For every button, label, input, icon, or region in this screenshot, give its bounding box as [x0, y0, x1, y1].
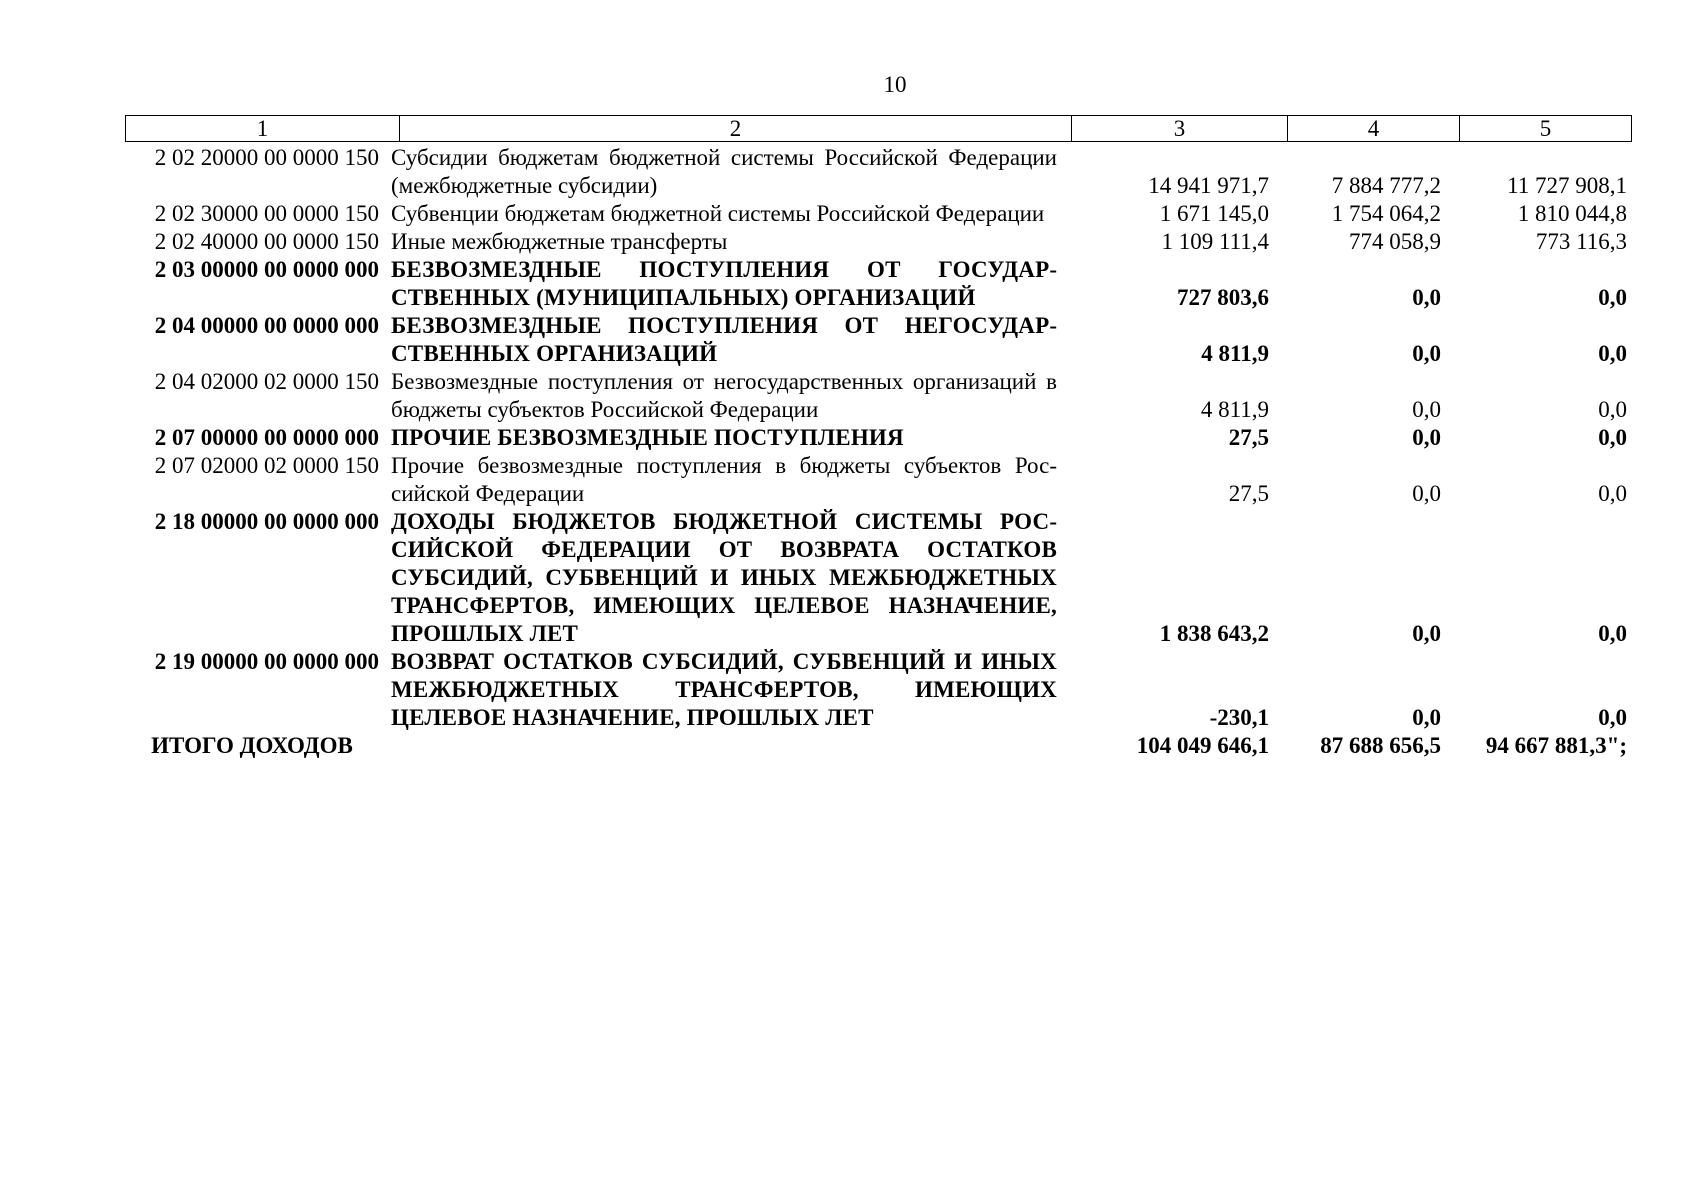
amount-col3: 1 671 145,0 — [1159, 201, 1269, 226]
revenue-table-body — [125, 144, 1633, 760]
amount-col4: 7 884 777,2 — [1331, 173, 1441, 198]
budget-code: 2 02 40000 00 0000 150 — [154, 229, 379, 254]
column-header-5: 5 — [1460, 116, 1632, 142]
amount-col5: 0,0 — [1598, 285, 1627, 310]
total-col4: 87 688 656,5 — [1320, 733, 1441, 758]
amount-col5: 0,0 — [1598, 705, 1627, 730]
revenue-name: ДОХОДЫ БЮДЖЕТОВ БЮДЖЕТНОЙ СИСТЕМЫ РОССИЙСКОЙ ФЕДЕРАЦИИ ОТ ВОЗВРАТА ОСТАТКОВ СУБСИДИЙ, СУБВЕНЦИЙ И ИНЫХ МЕЖБЮДЖЕТНЫХ ТРАНСФЕРТОВ, ИМЕЮЩИХ ЦЕЛЕВОЕ НАЗНАЧЕНИЕ, ПРОШЛЫХ ЛЕТ — [391, 509, 1057, 646]
amount-col3: 14 941 971,7 — [1148, 173, 1269, 198]
budget-code: 2 02 20000 00 0000 150 — [154, 145, 379, 170]
amount-col4: 1 754 064,2 — [1331, 201, 1441, 226]
amount-col3: 4 811,9 — [1201, 341, 1269, 366]
amount-col4: 0,0 — [1412, 285, 1441, 310]
table-row — [125, 508, 1633, 648]
amount-col5: 0,0 — [1598, 397, 1627, 422]
revenue-name: Иные межбюджетные трансферты — [391, 229, 728, 254]
amount-col5: 0,0 — [1598, 425, 1627, 450]
amount-col3: -230,1 — [1209, 705, 1269, 730]
amount-col3: 4 811,9 — [1200, 397, 1269, 422]
budget-code: 2 18 00000 00 0000 000 — [154, 509, 379, 534]
amount-col4: 0,0 — [1412, 705, 1441, 730]
amount-col3: 1 109 111,4 — [1161, 229, 1269, 254]
page-number: 10 — [883, 72, 907, 97]
amount-col3: 727 803,6 — [1177, 285, 1269, 310]
amount-col5: 1 810 044,8 — [1517, 201, 1627, 226]
total-row — [125, 732, 1633, 760]
amount-col5: 0,0 — [1598, 481, 1627, 506]
table-row — [125, 256, 1633, 312]
column-header-1: 1 — [126, 116, 400, 142]
amount-col4: 0,0 — [1412, 397, 1441, 422]
budget-code: 2 19 00000 00 0000 000 — [154, 649, 379, 674]
column-header-row — [125, 115, 1632, 142]
revenue-name: Субсидии бюджетам бюджетной системы Российской Федерации (межбюджетные субсидии) — [391, 145, 1057, 198]
revenue-name: ПРОЧИЕ БЕЗВОЗМЕЗДНЫЕ ПОСТУПЛЕНИЯ — [391, 425, 904, 450]
total-col5: 94 667 881,3"; — [1485, 733, 1627, 758]
column-header-2: 2 — [400, 116, 1072, 142]
revenue-name: ВОЗВРАТ ОСТАТКОВ СУБСИДИЙ, СУБВЕНЦИЙ И ИНЫХ МЕЖБЮДЖЕТНЫХ ТРАНСФЕРТОВ, ИМЕЮЩИХ ЦЕЛЕВОЕ НАЗНАЧЕНИЕ, ПРОШЛЫХ ЛЕТ — [391, 649, 1057, 730]
revenue-name: Безвозмездные поступления от негосударственных организаций в бюджеты субъектов Российской Федерации — [391, 369, 1057, 422]
amount-col4: 0,0 — [1412, 621, 1441, 646]
amount-col3: 27,5 — [1228, 425, 1269, 450]
budget-code: 2 07 00000 00 0000 000 — [154, 425, 379, 450]
budget-code: 2 04 02000 02 0000 150 — [154, 369, 379, 394]
table-row — [125, 200, 1633, 228]
column-header-4: 4 — [1288, 116, 1460, 142]
revenue-name: Прочие безвозмездные поступления в бюджеты субъектов Российской Федерации — [391, 453, 1057, 506]
amount-col5: 773 116,3 — [1535, 229, 1627, 254]
table-row — [125, 144, 1633, 200]
table-row — [125, 424, 1633, 452]
table-row — [125, 312, 1633, 368]
budget-code: 2 02 30000 00 0000 150 — [154, 201, 379, 226]
column-header-3: 3 — [1072, 116, 1288, 142]
table-row — [125, 228, 1633, 256]
amount-col5: 0,0 — [1598, 621, 1627, 646]
amount-col4: 0,0 — [1412, 425, 1441, 450]
table-row — [125, 452, 1633, 508]
budget-code: 2 03 00000 00 0000 000 — [154, 257, 379, 282]
amount-col3: 27,5 — [1228, 481, 1269, 506]
revenue-name: Субвенции бюджетам бюджетной системы Российской Федерации — [391, 201, 1045, 226]
total-col3: 104 049 646,1 — [1136, 733, 1269, 758]
amount-col4: 0,0 — [1412, 341, 1441, 366]
total-label: ИТОГО ДОХОДОВ — [151, 733, 353, 758]
revenue-name: БЕЗВОЗМЕЗДНЫЕ ПОСТУПЛЕНИЯ ОТ ГОСУДАРСТВЕННЫХ (МУНИЦИПАЛЬНЫХ) ОРГАНИЗАЦИЙ — [391, 257, 1057, 310]
amount-col5: 0,0 — [1598, 341, 1627, 366]
amount-col4: 774 058,9 — [1349, 229, 1441, 254]
budget-code: 2 07 02000 02 0000 150 — [154, 453, 379, 478]
table-row — [125, 368, 1633, 424]
amount-col3: 1 838 643,2 — [1159, 621, 1269, 646]
amount-col4: 0,0 — [1412, 481, 1441, 506]
amount-col5: 11 727 908,1 — [1507, 173, 1627, 198]
budget-code: 2 04 00000 00 0000 000 — [154, 313, 379, 338]
table-row — [125, 648, 1633, 732]
revenue-name: БЕЗВОЗМЕЗДНЫЕ ПОСТУПЛЕНИЯ ОТ НЕГОСУДАРСТВЕННЫХ ОРГАНИЗАЦИЙ — [391, 313, 1057, 366]
